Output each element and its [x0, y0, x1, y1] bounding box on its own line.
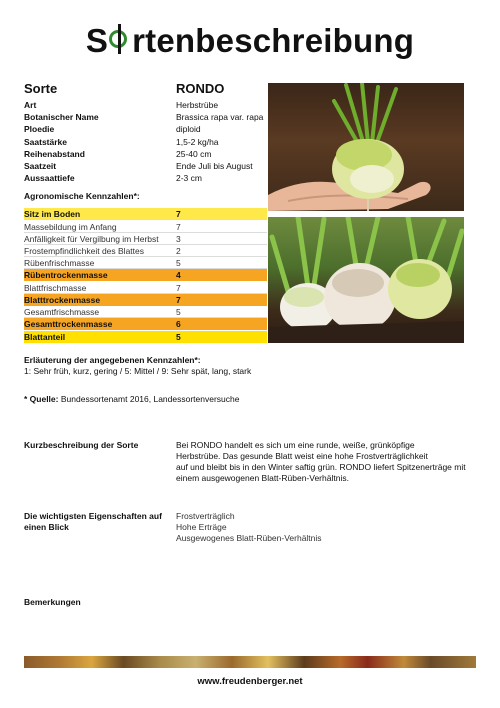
quelle-text: Bundessortenamt 2016, Landessortenversuche: [60, 394, 240, 404]
kurzbeschreibung-line: Herbstrübe. Das gesunde Blatt weist eine hohe Frostverträglichkeit: [176, 451, 428, 461]
turnip-field-photo: [268, 217, 464, 343]
table-row: [24, 221, 267, 233]
table-row: [24, 269, 267, 281]
list-item: Ausgewogenes Blatt-Rüben-Verhältnis: [176, 533, 322, 543]
logo-o-icon: [108, 24, 132, 54]
kennzahl-value: 7: [176, 283, 181, 293]
attr-value-saatzeit: Ende Juli bis August: [176, 161, 253, 171]
table-row: [24, 257, 267, 269]
attr-label-saatzeit: Saatzeit: [24, 161, 57, 171]
kurzbeschreibung-line: auf und bleibt bis in den Winter saftig grün. RONDO liefert Spitzenerträge mit: [176, 462, 466, 472]
table-row: [24, 318, 267, 330]
table-row: [24, 306, 267, 318]
table-row: [24, 282, 267, 294]
kennzahl-name: Massebildung im Anfang: [24, 222, 117, 232]
quelle: [24, 394, 239, 405]
attr-label-saatstaerke: Saatstärke: [24, 137, 68, 147]
table-row: [24, 245, 267, 257]
sorte-label: Sorte: [24, 81, 58, 96]
kennzahlen-heading: Agronomische Kennzahlen*:: [24, 191, 140, 201]
kennzahl-name: Frostempfindlichkeit des Blattes: [24, 246, 144, 256]
kennzahl-value: 3: [176, 234, 181, 244]
attr-label-art: Art: [24, 100, 37, 110]
kurzbeschreibung-text: [176, 440, 476, 484]
attr-value-art: Herbstrübe: [176, 100, 219, 110]
table-row: [24, 208, 267, 220]
bemerkungen-label: Bemerkungen: [24, 597, 81, 607]
attr-value-botanischer-name: Brassica rapa var. rapa: [176, 112, 264, 122]
kennzahl-name: Anfälligkeit für Vergilbung im Herbst: [24, 234, 159, 244]
kennzahl-name: Sitz im Boden: [24, 209, 81, 219]
kennzahl-value: 6: [176, 319, 181, 329]
table-row: [24, 331, 267, 343]
attr-label-reihenabstand: Reihenabstand: [24, 149, 85, 159]
kennzahl-name: Rübenfrischmasse: [24, 258, 95, 268]
attr-label-aussaattiefe: Aussaattiefe: [24, 173, 75, 183]
turnip-in-hand-photo: [268, 83, 464, 211]
kennzahl-value: 5: [176, 332, 181, 342]
kennzahl-value: 7: [176, 209, 181, 219]
sorte-value: RONDO: [176, 81, 225, 96]
kurzbeschreibung-line: Bei RONDO handelt es sich um eine runde, weiße, grünköpfige: [176, 440, 415, 450]
erlaeuterung-text: 1: Sehr früh, kurz, gering / 5: Mittel / 9: Sehr spät, lang, stark: [24, 366, 252, 376]
kennzahl-value: 7: [176, 222, 181, 232]
kennzahl-value: 4: [176, 270, 181, 280]
attr-value-reihenabstand: 25-40 cm: [176, 149, 212, 159]
footer-url[interactable]: www.freudenberger.net: [197, 676, 303, 687]
kennzahl-name: Blattfrischmasse: [24, 283, 87, 293]
attr-value-aussaattiefe: 2-3 cm: [176, 173, 202, 183]
title-part-2: rtenbeschreibung: [132, 22, 415, 59]
quelle-label: * Quelle:: [24, 394, 59, 404]
kennzahl-value: 2: [176, 246, 181, 256]
eigenschaften-label: Die wichtigsten Eigenschaften auf einen Blick: [24, 511, 162, 532]
attr-label-botanischer-name: Botanischer Name: [24, 112, 99, 122]
attr-value-ploedie: diploid: [176, 124, 201, 134]
kennzahl-value: 5: [176, 307, 181, 317]
list-item: Frostverträglich: [176, 511, 235, 521]
kurzbeschreibung-label: Kurzbeschreibung der Sorte: [24, 440, 139, 450]
kennzahl-name: Rübentrockenmasse: [24, 270, 108, 280]
page-title: [0, 22, 500, 60]
attr-value-saatstaerke: 1,5-2 kg/ha: [176, 137, 219, 147]
kennzahl-name: Blatttrockenmasse: [24, 295, 101, 305]
eigenschaften-list: [176, 511, 322, 544]
kurzbeschreibung-line: einem ausgewogenen Blatt-Rüben-Verhältnis.: [176, 473, 349, 483]
kennzahl-value: 5: [176, 258, 181, 268]
table-row: [24, 233, 267, 245]
list-item: Hohe Erträge: [176, 522, 227, 532]
erlaeuterung-heading: Erläuterung der angegebenen Kennzahlen*:: [24, 355, 201, 365]
kennzahl-name: Gesamttrockenmasse: [24, 319, 113, 329]
kennzahl-name: Gesamtfrischmasse: [24, 307, 100, 317]
title-part-1: S: [85, 22, 109, 59]
kennzahl-value: 7: [176, 295, 181, 305]
kennzahl-name: Blattanteil: [24, 332, 66, 342]
attr-label-ploedie: Ploedie: [24, 124, 55, 134]
table-row: [24, 294, 267, 306]
seed-banner-image: [24, 656, 476, 668]
